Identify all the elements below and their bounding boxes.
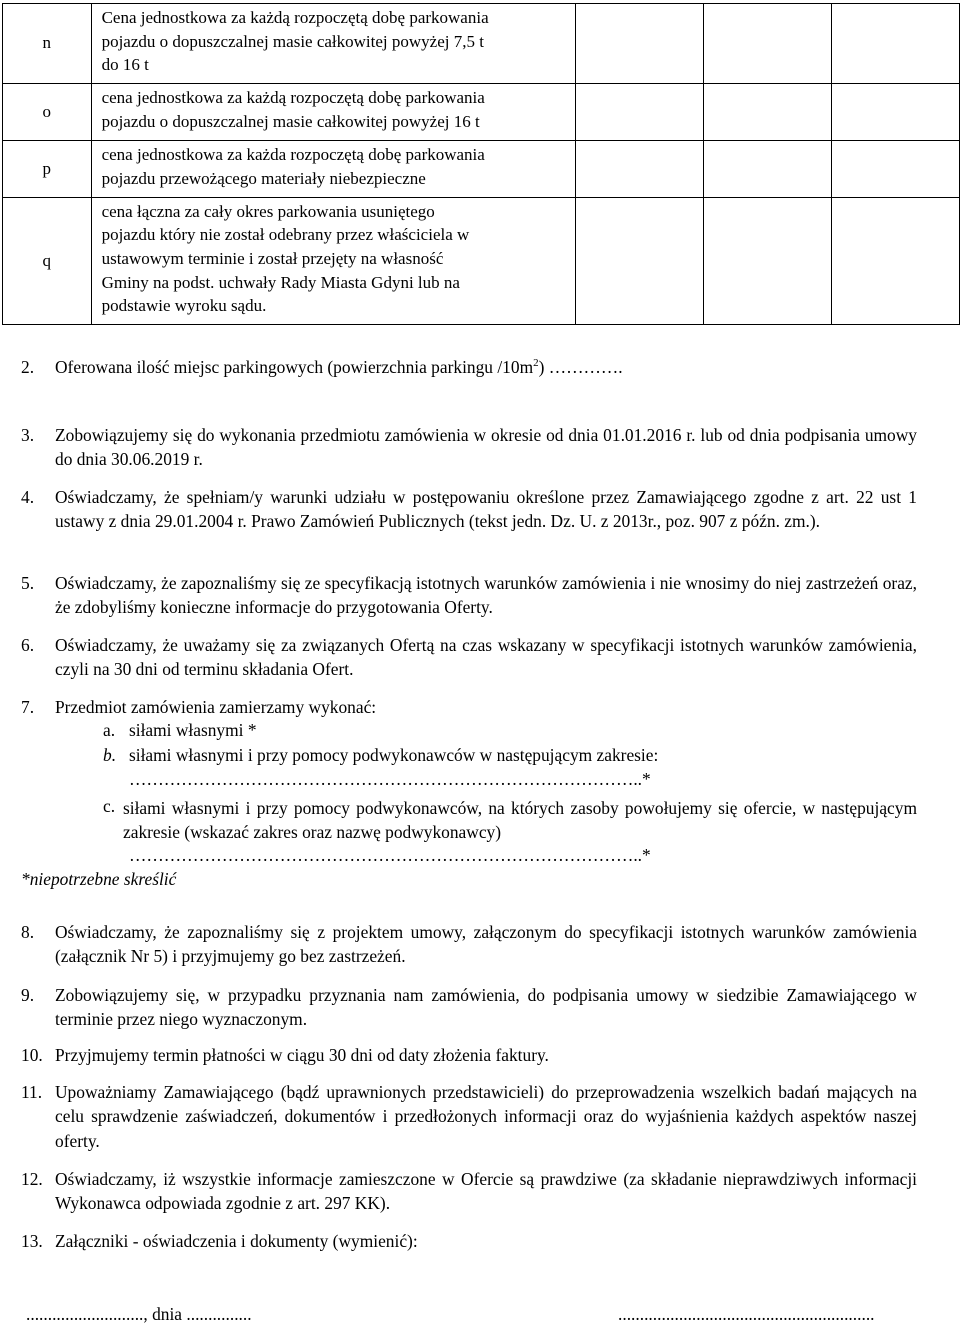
row-description (91, 83, 576, 140)
row-letter: p (3, 140, 92, 197)
signature-field[interactable]: ........................................................... (618, 1304, 875, 1324)
desc-line: do 16 t (101, 55, 149, 75)
section-number: 10. (21, 1045, 43, 1065)
superscript: 2 (533, 357, 539, 370)
section-4 (21, 485, 917, 534)
section-text: Załączniki - oświadczenia i dokumenty (wymienić): (55, 1231, 418, 1251)
section-number: 13. (21, 1231, 43, 1251)
desc-line: pojazdu o dopuszczalnej masie całkowitej powyżej 16 t (101, 111, 480, 131)
desc-line: ustawowym terminie i został przejęty na własność (101, 248, 444, 268)
option-c (123, 796, 917, 845)
option-c-text: siłami własnymi i przy pomocy podwykonawców, na których zasoby powołujemy się ofercie, w następującym zakresie (wskazać zakres oraz nazwę podwykonawcy) (123, 798, 917, 843)
text-tail: ) …………. (538, 357, 623, 377)
desc-line: podstawie wyroku sądu. (101, 296, 267, 316)
section-number: 4. (21, 487, 35, 507)
price-cell[interactable] (576, 83, 704, 140)
option-c-label: c. (103, 796, 116, 816)
section-3 (21, 423, 917, 472)
section-text: Zobowiązujemy się, w przypadku przyznania nam zamówienia, do podpisania umowy w siedzibie Zamawiającego w terminie przez niego wyznaczonym. (55, 985, 917, 1030)
price-cell[interactable] (832, 140, 960, 197)
row-description (91, 140, 576, 197)
price-cell[interactable] (576, 197, 704, 324)
place-date-field[interactable]: ..........................., dnia ............... (26, 1304, 252, 1324)
option-b-dots[interactable]: ……………………………………………………………………………..* (129, 769, 651, 789)
price-cell[interactable] (576, 4, 704, 84)
price-table (2, 3, 960, 325)
price-cell[interactable] (832, 197, 960, 324)
section-text: Zobowiązujemy się do wykonania przedmiotu zamówienia w okresie od dnia 01.01.2016 r. lub od dnia podpisania umowy do dnia 30.06.2019 r. (55, 425, 917, 470)
row-letter: o (3, 83, 92, 140)
option-b-label: b. (103, 745, 117, 765)
section-number: 11. (21, 1082, 43, 1102)
option-a-label: a. (103, 720, 116, 740)
section-7 (21, 695, 917, 719)
row-description (91, 4, 576, 84)
section-text: Przedmiot zamówienia zamierzamy wykonać: (55, 697, 377, 717)
desc-line: pojazdu o dopuszczalnej masie całkowitej powyżej 7,5 t (101, 31, 484, 51)
section-11 (21, 1080, 917, 1153)
desc-line: pojazdu przewożącego materiały niebezpieczne (101, 168, 426, 188)
section-9 (21, 983, 917, 1032)
option-b-text: siłami własnymi i przy pomocy podwykonawców w następującym zakresie: (129, 745, 659, 765)
section-2 (21, 355, 917, 379)
section-number: 12. (21, 1169, 43, 1189)
section-number: 2. (21, 357, 35, 377)
section-text: Przyjmujemy termin płatności w ciągu 30 dni od daty złożenia faktury. (55, 1045, 549, 1065)
table-row (3, 83, 960, 140)
section-text: Upoważniamy Zamawiającego (bądź uprawnionych przedstawicieli) do przeprowadzenia wszelkich badań mających na celu sprawdzenie zaświadczeń, dokumentów i przedłożonych informacji oraz do wyjaśnienia każdych aspektów naszej oferty. (55, 1082, 917, 1151)
desc-line: cena jednostkowa za każda rozpoczętą dobę parkowania (101, 145, 485, 165)
price-cell[interactable] (704, 4, 832, 84)
section-text (55, 355, 917, 379)
row-letter: n (3, 4, 92, 84)
section-number: 5. (21, 573, 35, 593)
section-number: 3. (21, 425, 35, 445)
table-row (3, 140, 960, 197)
section-number: 9. (21, 985, 35, 1005)
price-cell[interactable] (832, 83, 960, 140)
footnote: *niepotrzebne skreślić (21, 869, 177, 889)
price-cell[interactable] (704, 83, 832, 140)
price-cell[interactable] (576, 140, 704, 197)
section-text: Oświadczamy, iż wszystkie informacje zamieszczone w Ofercie są prawdziwe (za składanie nieprawdziwych informacji Wykonawca odpowiada zgodnie z art. 297 KK). (55, 1169, 917, 1214)
option-a-text: siłami własnymi * (129, 720, 257, 740)
section-10 (21, 1043, 917, 1067)
section-text: Oświadczamy, że spełniam/y warunki udziału w postępowaniu określone przez Zamawiającego zgodne z art. 22 ust 1 ustawy z dnia 29.01.2004 r. Prawo Zamówień Publicznych (tekst jedn. Dz. U. z 2013r., poz. 907 z późn. zm.). (55, 487, 917, 532)
section-number: 7. (21, 697, 35, 717)
table-row (3, 197, 960, 324)
section-text: Oświadczamy, że uważamy się za związanych Ofertą na czas wskazany w specyfikacji istotnych warunków zamówienia, czyli na 30 dni od terminu składania Ofert. (55, 635, 917, 680)
desc-line: cena jednostkowa za każdą rozpoczętą dobę parkowania (101, 88, 485, 108)
section-8 (21, 920, 917, 969)
section-text: Oświadczamy, że zapoznaliśmy się ze specyfikacją istotnych warunków zamówienia i nie wnosimy do niej zastrzeżeń oraz, że zdobyliśmy konieczne informacje do przygotowania Oferty. (55, 573, 917, 618)
desc-line: Gminy na podst. uchwały Rady Miasta Gdyni lub na (101, 272, 460, 292)
price-cell[interactable] (832, 4, 960, 84)
section-12 (21, 1167, 917, 1216)
section-5 (21, 571, 917, 620)
price-cell[interactable] (704, 197, 832, 324)
table-row (3, 4, 960, 84)
desc-line: pojazdu który nie został odebrany przez właściciela w (101, 225, 470, 245)
price-cell[interactable] (704, 140, 832, 197)
section-6 (21, 633, 917, 682)
section-text: Oświadczamy, że zapoznaliśmy się z projektem umowy, załączonym do specyfikacji istotnych warunków zamówienia (załącznik Nr 5) i przyjmujemy go bez zastrzeżeń. (55, 922, 917, 967)
section-number: 6. (21, 635, 35, 655)
section-13 (21, 1229, 917, 1253)
desc-line: cena łączna za cały okres parkowania usuniętego (101, 201, 435, 221)
section-number: 8. (21, 922, 35, 942)
text-main: Oferowana ilość miejsc parkingowych (powierzchnia parkingu /10m (55, 357, 534, 377)
row-letter: q (3, 197, 92, 324)
desc-line: Cena jednostkowa za każdą rozpoczętą dobę parkowania (101, 8, 489, 27)
row-description (91, 197, 576, 324)
option-c-dots[interactable]: ……………………………………………………………………………..* (129, 845, 651, 865)
